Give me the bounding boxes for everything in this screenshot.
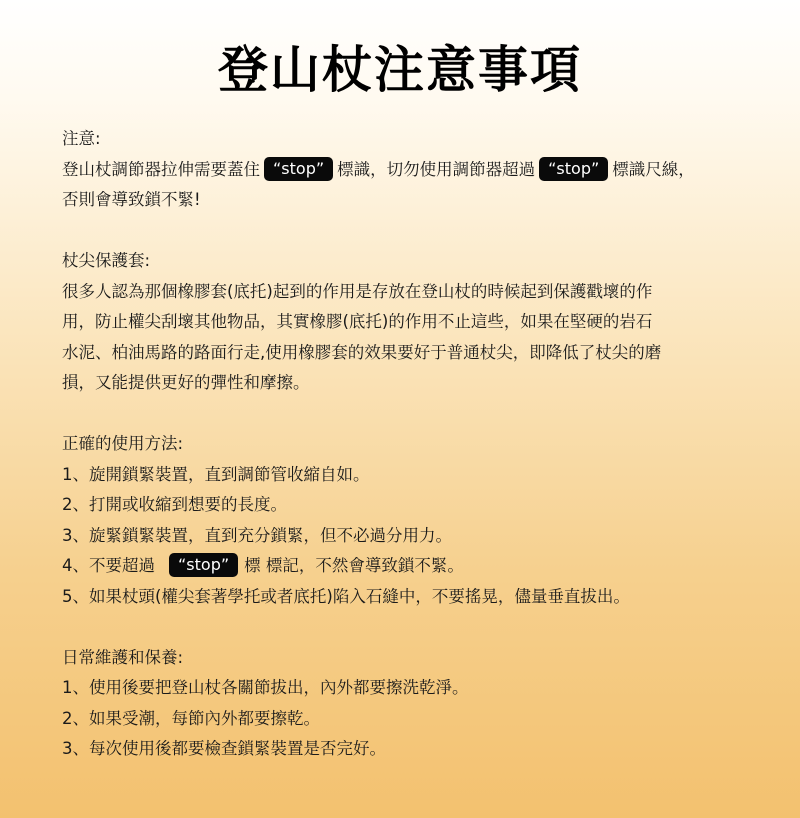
maintenance-item: 2、如果受潮，每節內外都要擦乾。 xyxy=(62,708,320,728)
tip-cover-heading: 杖尖保護套: xyxy=(62,251,151,270)
usage-step: 2、打開或收縮到想要的長度。 xyxy=(62,495,287,514)
stop-tag: “stop” xyxy=(264,157,333,181)
usage-step xyxy=(62,551,752,582)
notice-line-1 xyxy=(62,155,752,186)
usage-step4-text-a: 4、不要超過 xyxy=(62,556,155,575)
usage-heading: 正確的使用方法: xyxy=(62,434,184,453)
usage-step: 3、旋緊鎖緊裝置，直到充分鎖緊，但不必過分用力。 xyxy=(62,525,452,545)
tip-cover-line: 水泥、柏油馬路的路面行走,使用橡膠套的效果要好于普通杖尖，即降低了杖尖的磨 xyxy=(62,342,662,362)
notice-text-b: 標識，切勿使用調節器超過 xyxy=(337,159,536,179)
usage-step4-text-b: 標 標記，不然會導致鎖不緊。 xyxy=(244,556,464,575)
page-title: 登山杖注意事項 xyxy=(218,41,582,99)
usage-step: 5、如果杖頭(權尖套著學托或者底托)陷入石縫中，不要搖晃，儘量垂直拔出。 xyxy=(62,586,630,606)
maintenance-item: 1、使用後要把登山杖各關節拔出，內外都要擦洗乾淨。 xyxy=(62,678,469,697)
stop-tag: “stop” xyxy=(169,553,238,577)
stop-tag: “stop” xyxy=(539,157,608,181)
maintenance-item: 3、每次使用後都要檢查鎖緊裝置是否完好。 xyxy=(62,739,386,758)
content-body xyxy=(62,124,752,765)
notice-text-c: 標識尺線， xyxy=(612,159,695,179)
notice-text-a: 登山杖調節器拉伸需要蓋住 xyxy=(62,159,260,179)
usage-step: 1、旋開鎖緊裝置，直到調節管收縮自如。 xyxy=(62,464,370,484)
notice-line-2: 否則會導致鎖不緊! xyxy=(62,190,201,209)
tip-cover-line: 很多人認為那個橡膠套(底托)起到的作用是存放在登山杖的時候起到保護戳壞的作 xyxy=(62,281,653,301)
tip-cover-line: 用，防止權尖刮壞其他物品，其實橡膠(底托)的作用不止這些，如果在堅硬的岩石 xyxy=(62,312,653,331)
notice-heading: 注意: xyxy=(62,129,101,148)
maintenance-heading: 日常維護和保養: xyxy=(62,647,184,667)
tip-cover-line: 損，又能提供更好的彈性和摩擦。 xyxy=(62,373,310,392)
